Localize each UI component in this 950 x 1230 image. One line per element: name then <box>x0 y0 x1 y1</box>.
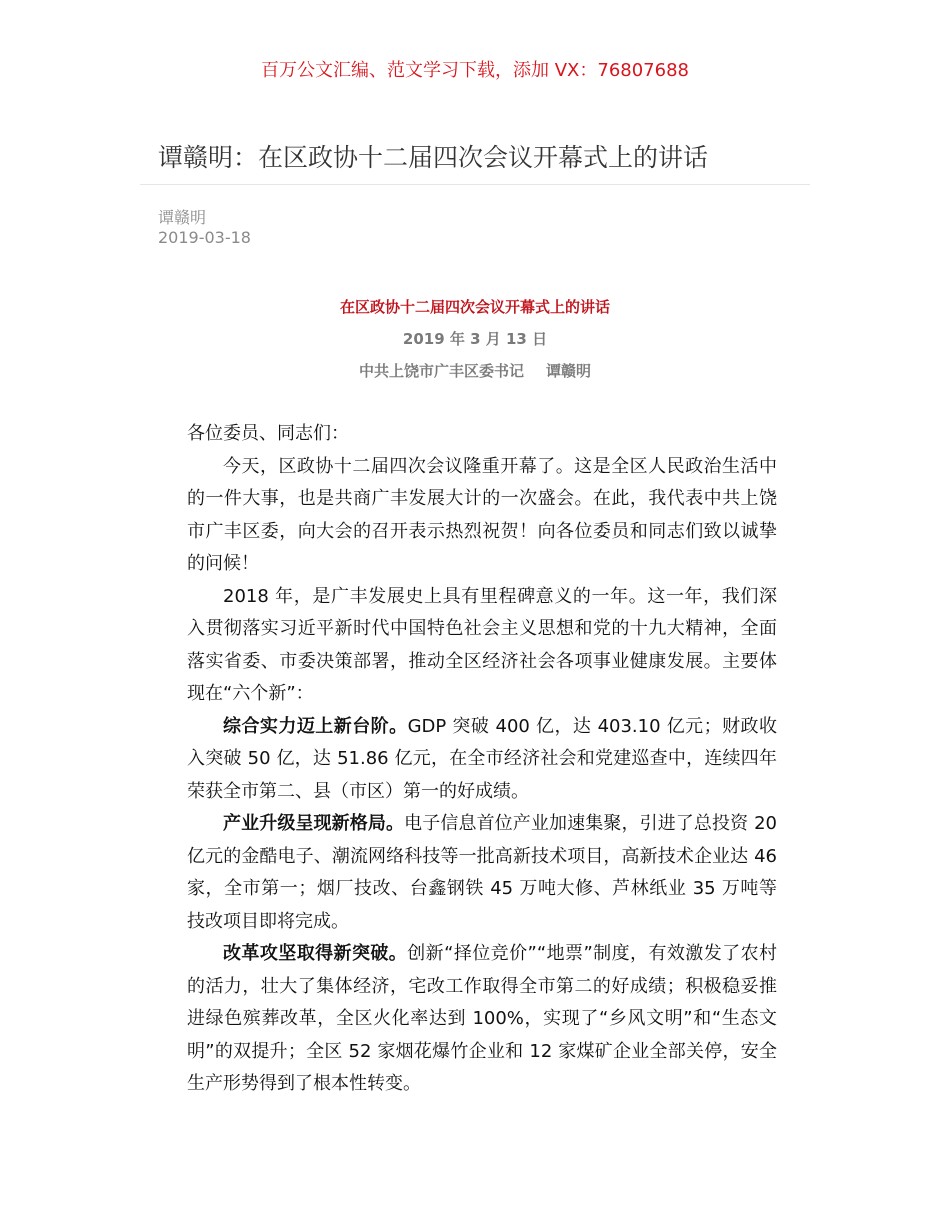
article-author: 谭赣明 <box>158 208 207 227</box>
paragraph-lead: 改革攻坚取得新突破。 <box>223 943 408 964</box>
article-date: 2019-03-18 <box>158 228 251 247</box>
body-paragraph <box>187 808 777 938</box>
document-title: 在区政协十二届四次会议开幕式上的讲话 <box>339 298 610 316</box>
title-divider <box>140 184 810 185</box>
paragraph-text: GDP 突破 400 亿，达 403.10 亿元；财政收入突破 50 亿，达 51.86 亿元，在全市经济社会和党建巡查中，连续四年荣获全市第二、县（市区）第一的好成绩。 <box>187 715 778 802</box>
paragraph-text: 今天，区政协十二届四次会议隆重开幕了。这是全区人民政治生活中的一件大事，也是共商广丰发展大计的一次盛会。在此，我代表中共上饶市广丰区委，向大会的召开表示热烈祝贺！向各位委员和同志们致以诚挚的问候！ <box>187 455 777 574</box>
document-date: 2019 年 3 月 13 日 <box>402 330 548 348</box>
paragraph-text: 创新“择位竞价”“地票”制度，有效激发了农村的活力，壮大了集体经济，宅改工作取得全市第二的好成绩；积极稳妥推进绿色殡葬改革，全区火化率达到 100%，实现了“乡风文明”和“生态文明”的双提升；全区 52 家烟花爆竹企业和 12 家煤矿企业全部关停，安全生产形势得到了根本性转变。 <box>187 943 777 1094</box>
body-paragraph <box>187 711 777 809</box>
paragraph-lead: 综合实力迈上新台阶。 <box>223 715 408 737</box>
paragraph-text: 电子信息首位产业加速集聚，引进了总投资 20 亿元的金酷电子、潮流网络科技等一批高新技术项目，高新技术企业达 46 家，全市第一；烟厂技改、台鑫钢铁 45 万吨大修、芦林纸业 35 万吨等技改项目即将完成。 <box>187 813 777 932</box>
page-title: 谭赣明：在区政协十二届四次会议开幕式上的讲话 <box>158 143 709 172</box>
speaker-role: 中共上饶市广丰区委书记 <box>358 362 524 380</box>
speaker-name: 谭赣明 <box>546 362 592 380</box>
paragraph-text: 2018 年，是广丰发展史上具有里程碑意义的一年。这一年，我们深入贯彻落实习近平新时代中国特色社会主义思想和党的十九大精神，全面落实省委、市委决策部署，推动全区经济社会各项事业健康发展。主要体现在“六个新”： <box>187 585 777 704</box>
body-paragraph <box>187 451 777 581</box>
body-paragraph <box>187 938 777 1101</box>
salutation: 各位委员、同志们： <box>187 423 349 444</box>
body-paragraph <box>187 581 777 711</box>
download-banner: 百万公文汇编、范文学习下载，添加 VX：76807688 <box>261 60 689 81</box>
document-speaker <box>0 360 950 381</box>
paragraph-lead: 产业升级呈现新格局。 <box>223 813 405 834</box>
speech-body <box>187 418 777 1101</box>
